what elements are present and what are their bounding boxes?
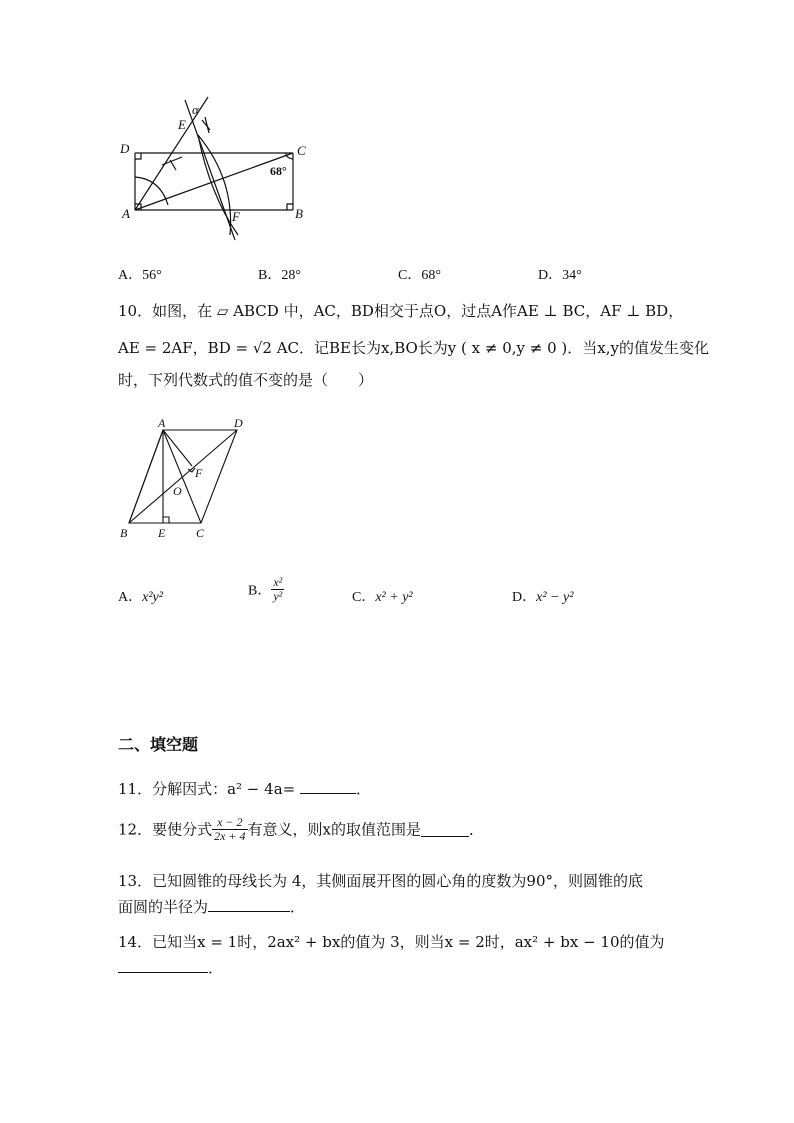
q10-label-O: O bbox=[173, 484, 182, 498]
section-heading: 二、填空题 bbox=[118, 735, 199, 754]
option-letter: B． bbox=[258, 268, 282, 283]
q9-option-b[interactable] bbox=[258, 264, 301, 284]
q9-label-C: C bbox=[297, 143, 306, 158]
q10-label-F: F bbox=[195, 466, 203, 480]
q9-option-a[interactable] bbox=[118, 264, 162, 284]
q9-label-alpha: α bbox=[192, 102, 199, 117]
option-value: 28° bbox=[281, 268, 301, 283]
fraction-denominator: 2x + 4 bbox=[214, 829, 246, 843]
option-letter: C． bbox=[398, 268, 422, 283]
q9-figure bbox=[110, 95, 320, 245]
q13-line1: 13．已知圆锥的母线长为 4，其侧面展开图的圆心角的度数为90°，则圆锥的底 bbox=[118, 872, 643, 890]
q9-option-c[interactable] bbox=[398, 264, 441, 284]
q10-option-c[interactable] bbox=[352, 586, 413, 606]
q12-fraction bbox=[212, 816, 247, 843]
q12-post: 有意义，则x的取值范围是 bbox=[247, 820, 421, 839]
q13-answer-blank[interactable] bbox=[208, 897, 290, 912]
option-letter: C． bbox=[352, 590, 376, 605]
q10-label-B: B bbox=[120, 526, 128, 540]
option-value: 56° bbox=[142, 268, 162, 283]
q9-option-d[interactable] bbox=[538, 264, 582, 284]
q14-line1: 14．已知当x = 1时，2ax² + bx的值为 3，则当x = 2时，ax² + bx − 10的值为 bbox=[118, 933, 665, 951]
q11 bbox=[118, 779, 371, 799]
option-value: x² + y² bbox=[375, 590, 413, 605]
q10-option-a[interactable] bbox=[118, 586, 163, 606]
q10-line3: 时，下列代数式的值不变的是（ ） bbox=[118, 371, 374, 389]
q10-label-C: C bbox=[196, 526, 205, 540]
fraction-numerator: x − 2 bbox=[212, 816, 247, 830]
q12 bbox=[118, 816, 484, 843]
q10-label-D: D bbox=[234, 416, 243, 430]
q10-option-d[interactable] bbox=[512, 586, 573, 606]
q12-end: ． bbox=[469, 820, 485, 839]
q14-end: ． bbox=[208, 959, 224, 977]
option-letter: A． bbox=[118, 590, 143, 605]
q11-text: 11．分解因式：a² − 4a= bbox=[118, 780, 300, 798]
option-value: x²y² bbox=[142, 590, 163, 605]
q9-label-A: A bbox=[122, 206, 130, 221]
q10-label-E: E bbox=[158, 526, 166, 540]
q10-label-A: A bbox=[158, 416, 166, 430]
option-letter: D． bbox=[512, 590, 537, 605]
q14-line2 bbox=[118, 958, 223, 978]
option-letter: D． bbox=[538, 268, 563, 283]
q12-pre: 12．要使分式 bbox=[118, 820, 213, 839]
option-value: 34° bbox=[562, 268, 582, 283]
q14-answer-blank[interactable] bbox=[118, 958, 208, 973]
option-letter: A． bbox=[118, 268, 143, 283]
q9-label-F: F bbox=[232, 209, 240, 224]
q13-line2 bbox=[118, 897, 305, 917]
q12-answer-blank[interactable] bbox=[421, 822, 469, 837]
q10-figure bbox=[115, 413, 255, 543]
q11-answer-blank[interactable] bbox=[300, 779, 356, 794]
q10-line1: 10．如图，在 ▱ ABCD 中，AC，BD相交于点O，过点A作AE ⊥ BC，AF ⊥ BD， bbox=[118, 302, 684, 320]
fraction-denominator: y² bbox=[273, 589, 283, 603]
q9-label-angle: 68° bbox=[270, 164, 287, 178]
q10-line2: AE = 2AF，BD = √2 AC．记BE长为x,BO长为y ( x ≠ 0,y ≠ 0 )．当x,y的值发生变化 bbox=[118, 339, 709, 357]
q11-end: ． bbox=[355, 780, 371, 798]
q9-label-E: E bbox=[178, 117, 186, 132]
option-fraction bbox=[271, 576, 284, 603]
q13-line2-text: 面圆的半径为 bbox=[118, 898, 209, 916]
q13-end: ． bbox=[290, 898, 306, 916]
q9-label-D: D bbox=[120, 141, 130, 156]
q9-label-B: B bbox=[295, 206, 303, 221]
option-value: 68° bbox=[421, 268, 441, 283]
option-letter: B． bbox=[248, 583, 272, 599]
q10-option-b[interactable] bbox=[248, 576, 284, 603]
fraction-numerator: x² bbox=[273, 575, 283, 589]
option-value: x² − y² bbox=[536, 590, 574, 605]
